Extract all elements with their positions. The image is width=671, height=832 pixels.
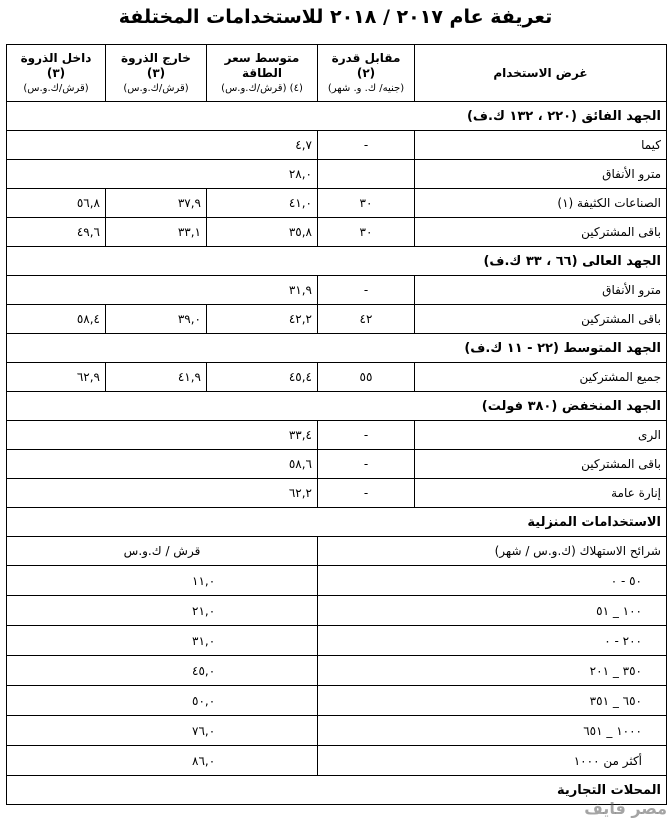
tier-band-cell: ٦٥٠ _ ٣٥١ xyxy=(318,686,667,716)
flat-price-cell: ٤,٧ xyxy=(7,131,318,160)
tariff-table xyxy=(6,44,667,805)
usage-cell: كيما xyxy=(415,131,667,160)
table-row xyxy=(7,189,667,218)
tier-band-cell: ٥٠ - ٠ xyxy=(318,566,667,596)
peak-in-cell: ٥٦,٨ xyxy=(7,189,106,218)
table-row xyxy=(7,716,667,746)
capacity-cell: ٤٢ xyxy=(318,305,415,334)
table-row xyxy=(7,450,667,479)
table-row xyxy=(7,566,667,596)
tier-price-cell: ٣١,٠ xyxy=(7,626,318,656)
capacity-cell: - xyxy=(318,276,415,305)
peak-out-cell: ٣٩,٠ xyxy=(106,305,207,334)
section-row: الجهد الفائق (٢٢٠ ، ١٣٢ ك.ف) xyxy=(7,102,667,131)
peak-out-cell: ٣٣,١ xyxy=(106,218,207,247)
table-header-row xyxy=(7,45,667,102)
section-row: الجهد المنخفض (٣٨٠ فولت) xyxy=(7,392,667,421)
residential-header-row xyxy=(7,537,667,566)
usage-cell: إنارة عامة xyxy=(415,479,667,508)
tier-price-cell: ٨٦,٠ xyxy=(7,746,318,776)
usage-cell: الرى xyxy=(415,421,667,450)
usage-cell: باقى المشتركين xyxy=(415,218,667,247)
table-row xyxy=(7,363,667,392)
peak-in-cell: ٦٢,٩ xyxy=(7,363,106,392)
table-row xyxy=(7,626,667,656)
table-row xyxy=(7,686,667,716)
table-row xyxy=(7,131,667,160)
usage-cell: مترو الأنفاق xyxy=(415,276,667,305)
section-row: الجهد العالى (٦٦ ، ٣٣ ك.ف) xyxy=(7,247,667,276)
table-row xyxy=(7,746,667,776)
peak-in-cell: ٤٩,٦ xyxy=(7,218,106,247)
tier-band-cell: ٢٠٠ - ٠ xyxy=(318,626,667,656)
peak-in-cell: ٥٨,٤ xyxy=(7,305,106,334)
header-avg-price: متوسط سعر الطاقة (قرش/ك.و.س) (٤) xyxy=(207,45,318,102)
tier-band-cell: ١٠٠ _ ٥١ xyxy=(318,596,667,626)
flat-price-cell: ٦٢,٢ xyxy=(7,479,318,508)
page-title: تعريفة عام ٢٠١٧ / ٢٠١٨ للاستخدامات المختلفة xyxy=(118,6,553,28)
peak-out-cell: ٣٧,٩ xyxy=(106,189,207,218)
table-row xyxy=(7,276,667,305)
table-row xyxy=(7,479,667,508)
tier-price-cell: ٧٦,٠ xyxy=(7,716,318,746)
header-peak-out: خارج الذروة (٣) (قرش/ك.و.س) xyxy=(106,45,207,102)
capacity-cell: - xyxy=(318,479,415,508)
section-row: المحلات التجارية xyxy=(7,776,667,805)
avg-price-cell: ٤١,٠ xyxy=(207,189,318,218)
flat-price-cell: ٣١,٩ xyxy=(7,276,318,305)
usage-cell: مترو الأنفاق xyxy=(415,160,667,189)
flat-price-cell: ٣٣,٤ xyxy=(7,421,318,450)
header-capacity: مقابل قدرة (٢) (جنيه/ ك. و. شهر) xyxy=(318,45,415,102)
capacity-cell xyxy=(318,160,415,189)
flat-price-cell: ٢٨,٠ xyxy=(7,160,318,189)
capacity-cell: ٥٥ xyxy=(318,363,415,392)
tier-band-cell: ٣٥٠ _ ٢٠١ xyxy=(318,656,667,686)
usage-cell: الصناعات الكثيفة (١) xyxy=(415,189,667,218)
tier-price-cell: ٤٥,٠ xyxy=(7,656,318,686)
usage-cell: باقى المشتركين xyxy=(415,305,667,334)
residential-price-header: قرش / ك.و.س xyxy=(7,537,318,566)
table-row xyxy=(7,596,667,626)
capacity-cell: ٣٠ xyxy=(318,189,415,218)
flat-price-cell: ٥٨,٦ xyxy=(7,450,318,479)
capacity-cell: - xyxy=(318,131,415,160)
residential-band-header: شرائح الاستهلاك (ك.و.س / شهر) xyxy=(318,537,667,566)
section-row: الاستخدامات المنزلية xyxy=(7,508,667,537)
table-row xyxy=(7,218,667,247)
peak-out-cell: ٤١,٩ xyxy=(106,363,207,392)
capacity-cell: ٣٠ xyxy=(318,218,415,247)
header-usage: غرض الاستخدام xyxy=(415,45,667,102)
capacity-cell: - xyxy=(318,421,415,450)
avg-price-cell: ٤٢,٢ xyxy=(207,305,318,334)
avg-price-cell: ٤٥,٤ xyxy=(207,363,318,392)
section-row: الجهد المتوسط (٢٢ - ١١ ك.ف) xyxy=(7,334,667,363)
tier-price-cell: ٢١,٠ xyxy=(7,596,318,626)
usage-cell: باقى المشتركين xyxy=(415,450,667,479)
table-row xyxy=(7,421,667,450)
capacity-cell: - xyxy=(318,450,415,479)
avg-price-cell: ٣٥,٨ xyxy=(207,218,318,247)
watermark: مصر فايف xyxy=(584,799,667,818)
usage-cell: جميع المشتركين xyxy=(415,363,667,392)
tier-price-cell: ٥٠,٠ xyxy=(7,686,318,716)
tier-price-cell: ١١,٠ xyxy=(7,566,318,596)
header-peak-in: داخل الذروة (٣) (قرش/ك.و.س) xyxy=(7,45,106,102)
table-row xyxy=(7,160,667,189)
table-row xyxy=(7,656,667,686)
table-row xyxy=(7,305,667,334)
tier-band-cell: ١٠٠٠ _ ٦٥١ xyxy=(318,716,667,746)
tier-band-cell: أكثر من ١٠٠٠ xyxy=(318,746,667,776)
